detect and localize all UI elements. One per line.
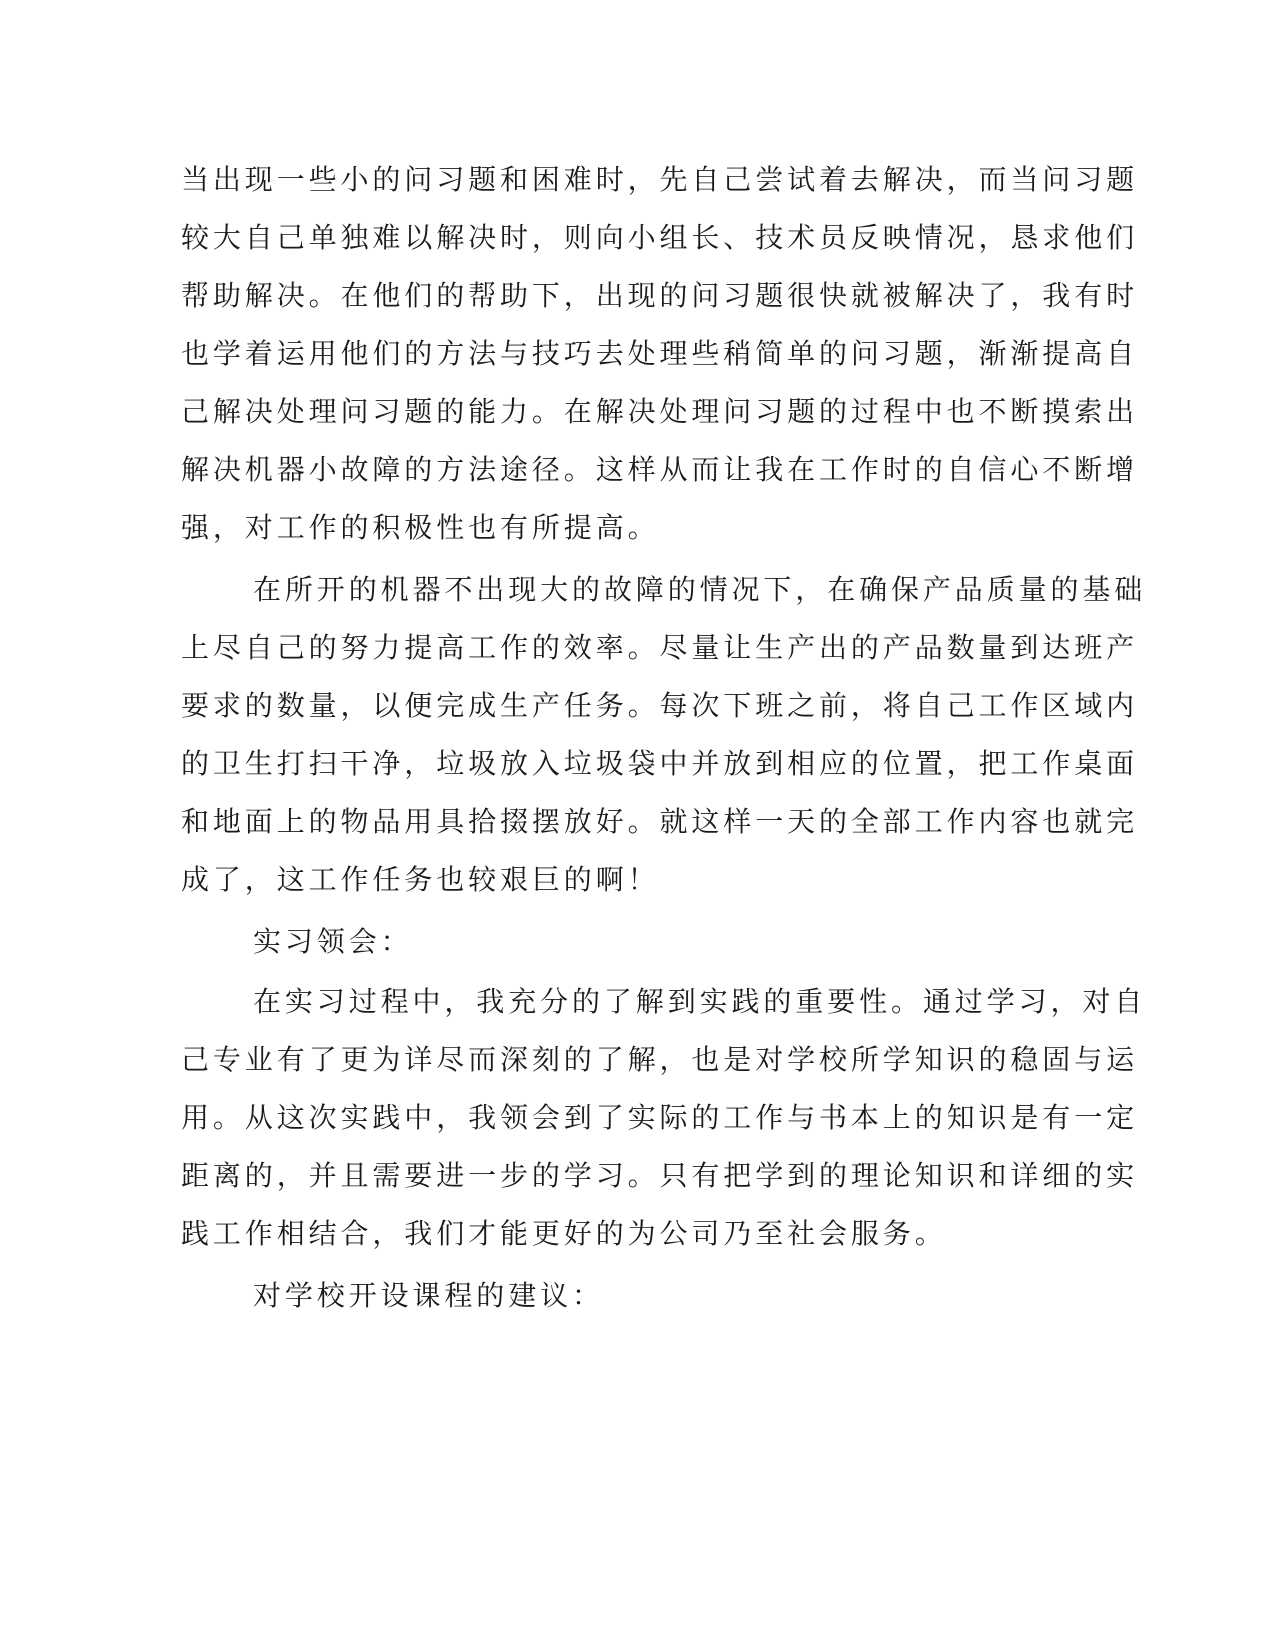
text-line: 当出现一些小的问习题和困难时，先自己尝试着去解决，而当问习题 xyxy=(181,163,1139,196)
paragraph-first-line: 在所开的机器不出现大的故障的情况下，在确保产品质量的基础 xyxy=(253,573,1147,606)
text-line: 也学着运用他们的方法与技巧去处理些稍简单的问习题，渐渐提高自 xyxy=(181,337,1139,370)
section-heading: 对学校开设课程的建议： xyxy=(253,1279,604,1312)
text-line: 距离的，并且需要进一步的学习。只有把学到的理论知识和详细的实 xyxy=(181,1159,1139,1192)
text-line: 解决机器小故障的方法途径。这样从而让我在工作时的自信心不断增 xyxy=(181,453,1139,486)
text-line: 己专业有了更为详尽而深刻的了解，也是对学校所学知识的稳固与运 xyxy=(181,1043,1139,1076)
text-line: 己解决处理问习题的能力。在解决处理问习题的过程中也不断摸索出 xyxy=(181,395,1139,428)
text-line: 践工作相结合，我们才能更好的为公司乃至社会服务。 xyxy=(181,1217,947,1250)
text-line: 要求的数量，以便完成生产任务。每次下班之前，将自己工作区域内 xyxy=(181,689,1139,722)
text-line: 和地面上的物品用具拾掇摆放好。就这样一天的全部工作内容也就完 xyxy=(181,805,1139,838)
section-heading: 实习领会： xyxy=(253,925,413,958)
paragraph-first-line: 在实习过程中，我充分的了解到实践的重要性。通过学习，对自 xyxy=(253,985,1147,1018)
text-line: 用。从这次实践中，我领会到了实际的工作与书本上的知识是有一定 xyxy=(181,1101,1139,1134)
text-line: 的卫生打扫干净，垃圾放入垃圾袋中并放到相应的位置，把工作桌面 xyxy=(181,747,1139,780)
text-line: 强，对工作的积极性也有所提高。 xyxy=(181,511,660,544)
text-line: 上尽自己的努力提高工作的效率。尽量让生产出的产品数量到达班产 xyxy=(181,631,1139,664)
text-line: 成了，这工作任务也较艰巨的啊！ xyxy=(181,863,660,896)
text-line: 较大自己单独难以解决时，则向小组长、技术员反映情况，恳求他们 xyxy=(181,221,1139,254)
text-line: 帮助解决。在他们的帮助下，出现的问习题很快就被解决了，我有时 xyxy=(181,279,1139,312)
